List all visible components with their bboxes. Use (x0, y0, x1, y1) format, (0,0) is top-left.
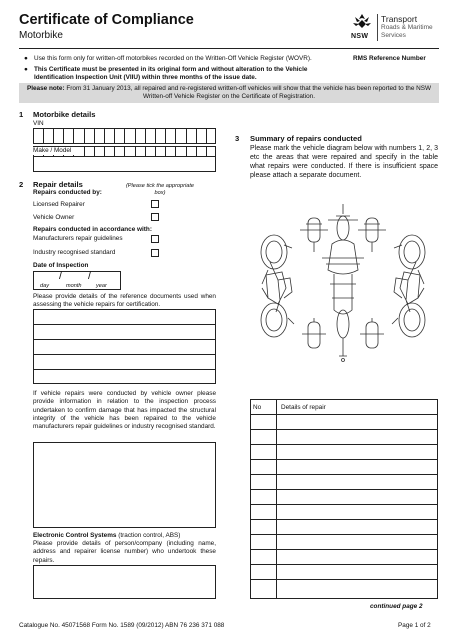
bullet-dot: ● (24, 55, 28, 62)
continued-label: continued page 2 (370, 603, 423, 610)
section-3-number: 3 (235, 134, 240, 143)
section-1-title: Motorbike details (33, 110, 96, 119)
manufacturer-guidelines-label: Manufacturers repair guidelines (33, 235, 123, 242)
reference-docs-text: Please provide details of the reference documents used when assessing the vehicle repairs for certification. (33, 293, 216, 309)
owner-inspection-textarea[interactable] (33, 442, 216, 528)
page-subtitle: Motorbike (19, 30, 63, 41)
make-model-input[interactable] (33, 156, 216, 172)
note-prefix: Please note: (26, 85, 65, 92)
rms-reference-label: RMS Reference Number (353, 55, 426, 62)
year-label: year (96, 283, 107, 289)
intro-bullet-1: Use this form only for written-off motorbikes recorded on the Written-Off Vehicle Register (WOVR). (34, 55, 312, 62)
vehicle-owner-checkbox[interactable] (151, 213, 159, 221)
licensed-repairer-label: Licensed Repairer (33, 201, 85, 208)
note-banner (19, 83, 439, 103)
waratah-icon (349, 13, 375, 33)
make-model-label: Make / Model (33, 147, 75, 155)
rms-reference-field[interactable] (349, 64, 437, 82)
catalogue-info: Catalogue No. 45071568 Form No. 1589 (09/2012) ABN 76 236 371 088 (19, 622, 225, 629)
section-1-number: 1 (19, 110, 24, 119)
note-text: From 31 January 2013, all repaired and re-registered written-off vehicles will show that the vehicle has been reported to the NSW Written-off Vehicle Register on the Certificate of Registration. (64, 85, 432, 101)
month-label: month (66, 283, 82, 289)
nsw-logo (349, 13, 439, 43)
day-label: day (40, 283, 50, 289)
page-title: Certificate of Compliance (19, 12, 194, 28)
section-3-title: Summary of repairs conducted (250, 134, 362, 143)
front-view-top (300, 218, 386, 252)
col-details-header: Details of repair (281, 404, 326, 411)
ecs-title: Electronic Control Systems (33, 532, 117, 539)
page-number: Page 1 of 2 (398, 622, 431, 629)
industry-standard-checkbox[interactable] (151, 249, 159, 257)
tick-note: (Please tick the appropriate box) (125, 183, 195, 196)
bullet-dot: ● (24, 66, 28, 73)
nsw-wordmark: NSW (351, 33, 369, 40)
section-3-instructions: Please mark the vehicle diagram below with numbers 1, 2, 3 etc the areas that were repaired and specify in the table what repairs were conducted. If there is insufficient space please attach a separate document. (250, 145, 438, 180)
transport-label: Transport (381, 14, 418, 24)
left-side-view (261, 235, 294, 337)
vin-label: VIN (33, 120, 44, 127)
ecs-suffix: (traction control, ABS) (116, 532, 181, 539)
accordance-label: Repairs conducted in accordance with: (33, 226, 152, 233)
intro-bullet-2: This Certificate must be presented in its original form and without alteration to the Vehicle Identification Inspection Unit (VIIU) within three months of the issue date. (34, 66, 308, 82)
repaired-by-label: Repairs conducted by: (33, 189, 102, 196)
owner-inspection-text: If vehicle repairs were conducted by vehicle owner please provide information in relation to the inspection process undertaken to confirm damage that has impacted the structural integrity of the vehicle has been repaired to the vehicle manufacturers repair guidelines or industry recognised standard. (33, 390, 216, 431)
ecs-text: Please provide details of person/company (including name, address and repairer license number) who undertook these repairs. (33, 540, 216, 564)
section-2-number: 2 (19, 180, 24, 189)
header-divider (19, 48, 439, 49)
vehicle-owner-label: Vehicle Owner (33, 214, 75, 221)
roads-maritime-label: Roads & Maritime (381, 24, 433, 31)
right-side-view (392, 235, 425, 337)
ecs-details-textarea[interactable] (33, 565, 216, 599)
industry-standard-label: Industry recognised standard (33, 249, 116, 256)
reference-docs-table[interactable] (33, 309, 216, 384)
licensed-repairer-checkbox[interactable] (151, 200, 159, 208)
motorbike-diagram[interactable] (248, 200, 438, 370)
services-label: Services (381, 32, 406, 39)
top-view (322, 204, 364, 362)
section-2-title: Repair details (33, 180, 83, 189)
manufacturer-guidelines-checkbox[interactable] (151, 235, 159, 243)
date-of-inspection-label: Date of Inspection (33, 262, 89, 269)
col-no-header: No (253, 404, 262, 411)
